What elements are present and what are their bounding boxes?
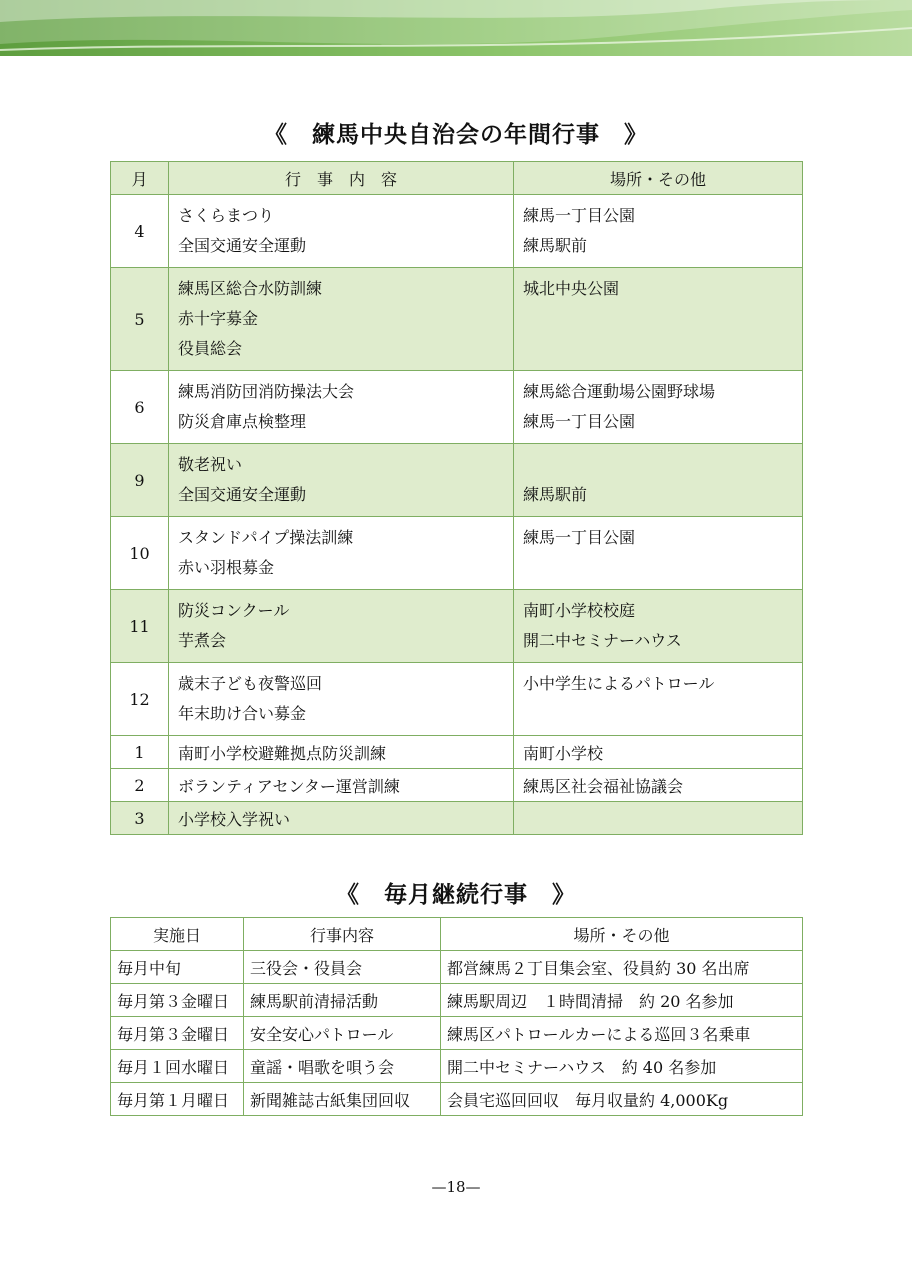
place-cell: 練馬区パトロールカーによる巡回３名乗車 (441, 1017, 803, 1050)
event-cell: 安全安心パトロール (244, 1017, 441, 1050)
table-row (111, 802, 803, 835)
place-item: 開二中セミナーハウス (523, 631, 682, 650)
month-cell: 10 (111, 517, 169, 590)
table-row (111, 663, 803, 736)
place-cell (514, 517, 803, 590)
event-cell: ボランティアセンター運営訓練 (169, 769, 514, 802)
event-cell: 小学校入学祝い (169, 802, 514, 835)
place-item: 城北中央公園 (523, 279, 620, 298)
event-item: さくらまつり (178, 206, 275, 225)
header-date: 実施日 (111, 918, 244, 951)
monthly-header-row (111, 918, 803, 951)
place-cell (514, 590, 803, 663)
month-cell: 11 (111, 590, 169, 663)
place-item: 練馬一丁目公園 (523, 528, 636, 547)
table-row (111, 984, 803, 1017)
place-cell (514, 195, 803, 268)
event-cell (169, 268, 514, 371)
event-item: 全国交通安全運動 (178, 485, 307, 504)
place-cell: 都営練馬２丁目集会室、役員約 30 名出席 (441, 951, 803, 984)
table-row (111, 517, 803, 590)
place-cell: 練馬区社会福祉協議会 (514, 769, 803, 802)
table-row (111, 1083, 803, 1116)
event-item: 防災コンクール (178, 601, 290, 620)
place-cell (514, 663, 803, 736)
place-cell (514, 802, 803, 835)
table-row (111, 1050, 803, 1083)
place-cell: 会員宅巡回回収 毎月収量約 4,000Kg (441, 1083, 803, 1116)
table-row (111, 268, 803, 371)
date-cell: 毎月第３金曜日 (111, 984, 244, 1017)
event-item: 年末助け合い募金 (178, 704, 307, 723)
event-cell: 新聞雑誌古紙集団回収 (244, 1083, 441, 1116)
event-item: 赤い羽根募金 (178, 558, 275, 577)
month-cell: 5 (111, 268, 169, 371)
event-item: 役員総会 (178, 339, 243, 358)
table-row (111, 195, 803, 268)
event-cell: 練馬駅前清掃活動 (244, 984, 441, 1017)
table-row (111, 590, 803, 663)
event-item: 防災倉庫点検整理 (178, 412, 307, 431)
table-row (111, 444, 803, 517)
place-item: 練馬総合運動場公園野球場 (523, 382, 716, 401)
event-cell: 三役会・役員会 (244, 951, 441, 984)
event-cell (169, 663, 514, 736)
place-item: 小中学生によるパトロール (523, 674, 715, 693)
date-cell: 毎月１回水曜日 (111, 1050, 244, 1083)
date-cell: 毎月中旬 (111, 951, 244, 984)
event-item: 歳末子ども夜警巡回 (178, 674, 323, 693)
table-row (111, 1017, 803, 1050)
monthly-events-table (110, 917, 803, 1116)
place-cell (514, 268, 803, 371)
place-item: 練馬駅前 (523, 236, 588, 255)
annual-events-table (110, 161, 803, 835)
place-cell (514, 371, 803, 444)
month-cell: 1 (111, 736, 169, 769)
event-item: 芋煮会 (178, 631, 227, 650)
event-cell (169, 195, 514, 268)
month-cell: 12 (111, 663, 169, 736)
date-cell: 毎月第３金曜日 (111, 1017, 244, 1050)
event-cell (169, 590, 514, 663)
table-row (111, 371, 803, 444)
place-item: 練馬駅前 (523, 485, 588, 504)
event-item: 赤十字募金 (178, 309, 259, 328)
event-item: 全国交通安全運動 (178, 236, 307, 255)
place-item (523, 450, 793, 480)
annual-events-title: 《 練馬中央自治会の年間行事 》 (264, 121, 648, 148)
header-place: 場所・その他 (514, 162, 803, 195)
place-item: 練馬一丁目公園 (523, 206, 636, 225)
month-cell: 4 (111, 195, 169, 268)
table-row (111, 736, 803, 769)
month-cell: 3 (111, 802, 169, 835)
event-cell (169, 517, 514, 590)
event-cell (169, 444, 514, 517)
header-event: 行 事 内 容 (169, 162, 514, 195)
month-cell: 6 (111, 371, 169, 444)
place-cell: 開二中セミナーハウス 約 40 名参加 (441, 1050, 803, 1083)
place-item: 練馬一丁目公園 (523, 412, 636, 431)
place-cell: 練馬駅周辺 １時間清掃 約 20 名参加 (441, 984, 803, 1017)
event-item: 敬老祝い (178, 455, 243, 474)
event-item: 練馬区総合水防訓練 (178, 279, 323, 298)
place-item: 南町小学校校庭 (523, 601, 636, 620)
event-cell (169, 371, 514, 444)
annual-header-row (111, 162, 803, 195)
month-cell: 9 (111, 444, 169, 517)
header-place: 場所・その他 (441, 918, 803, 951)
event-item: 練馬消防団消防操法大会 (178, 382, 355, 401)
month-cell: 2 (111, 769, 169, 802)
event-cell: 南町小学校避難拠点防災訓練 (169, 736, 514, 769)
date-cell: 毎月第１月曜日 (111, 1083, 244, 1116)
header-wave-band (0, 0, 912, 56)
header-event: 行事内容 (244, 918, 441, 951)
event-cell: 童謡・唱歌を唄う会 (244, 1050, 441, 1083)
table-row (111, 951, 803, 984)
place-cell: 南町小学校 (514, 736, 803, 769)
event-item: スタンドパイプ操法訓練 (178, 528, 354, 547)
page-number: —18— (431, 1178, 481, 1196)
header-month: 月 (111, 162, 169, 195)
monthly-events-title: 《 毎月継続行事 》 (336, 881, 576, 908)
place-cell (514, 444, 803, 517)
table-row (111, 769, 803, 802)
